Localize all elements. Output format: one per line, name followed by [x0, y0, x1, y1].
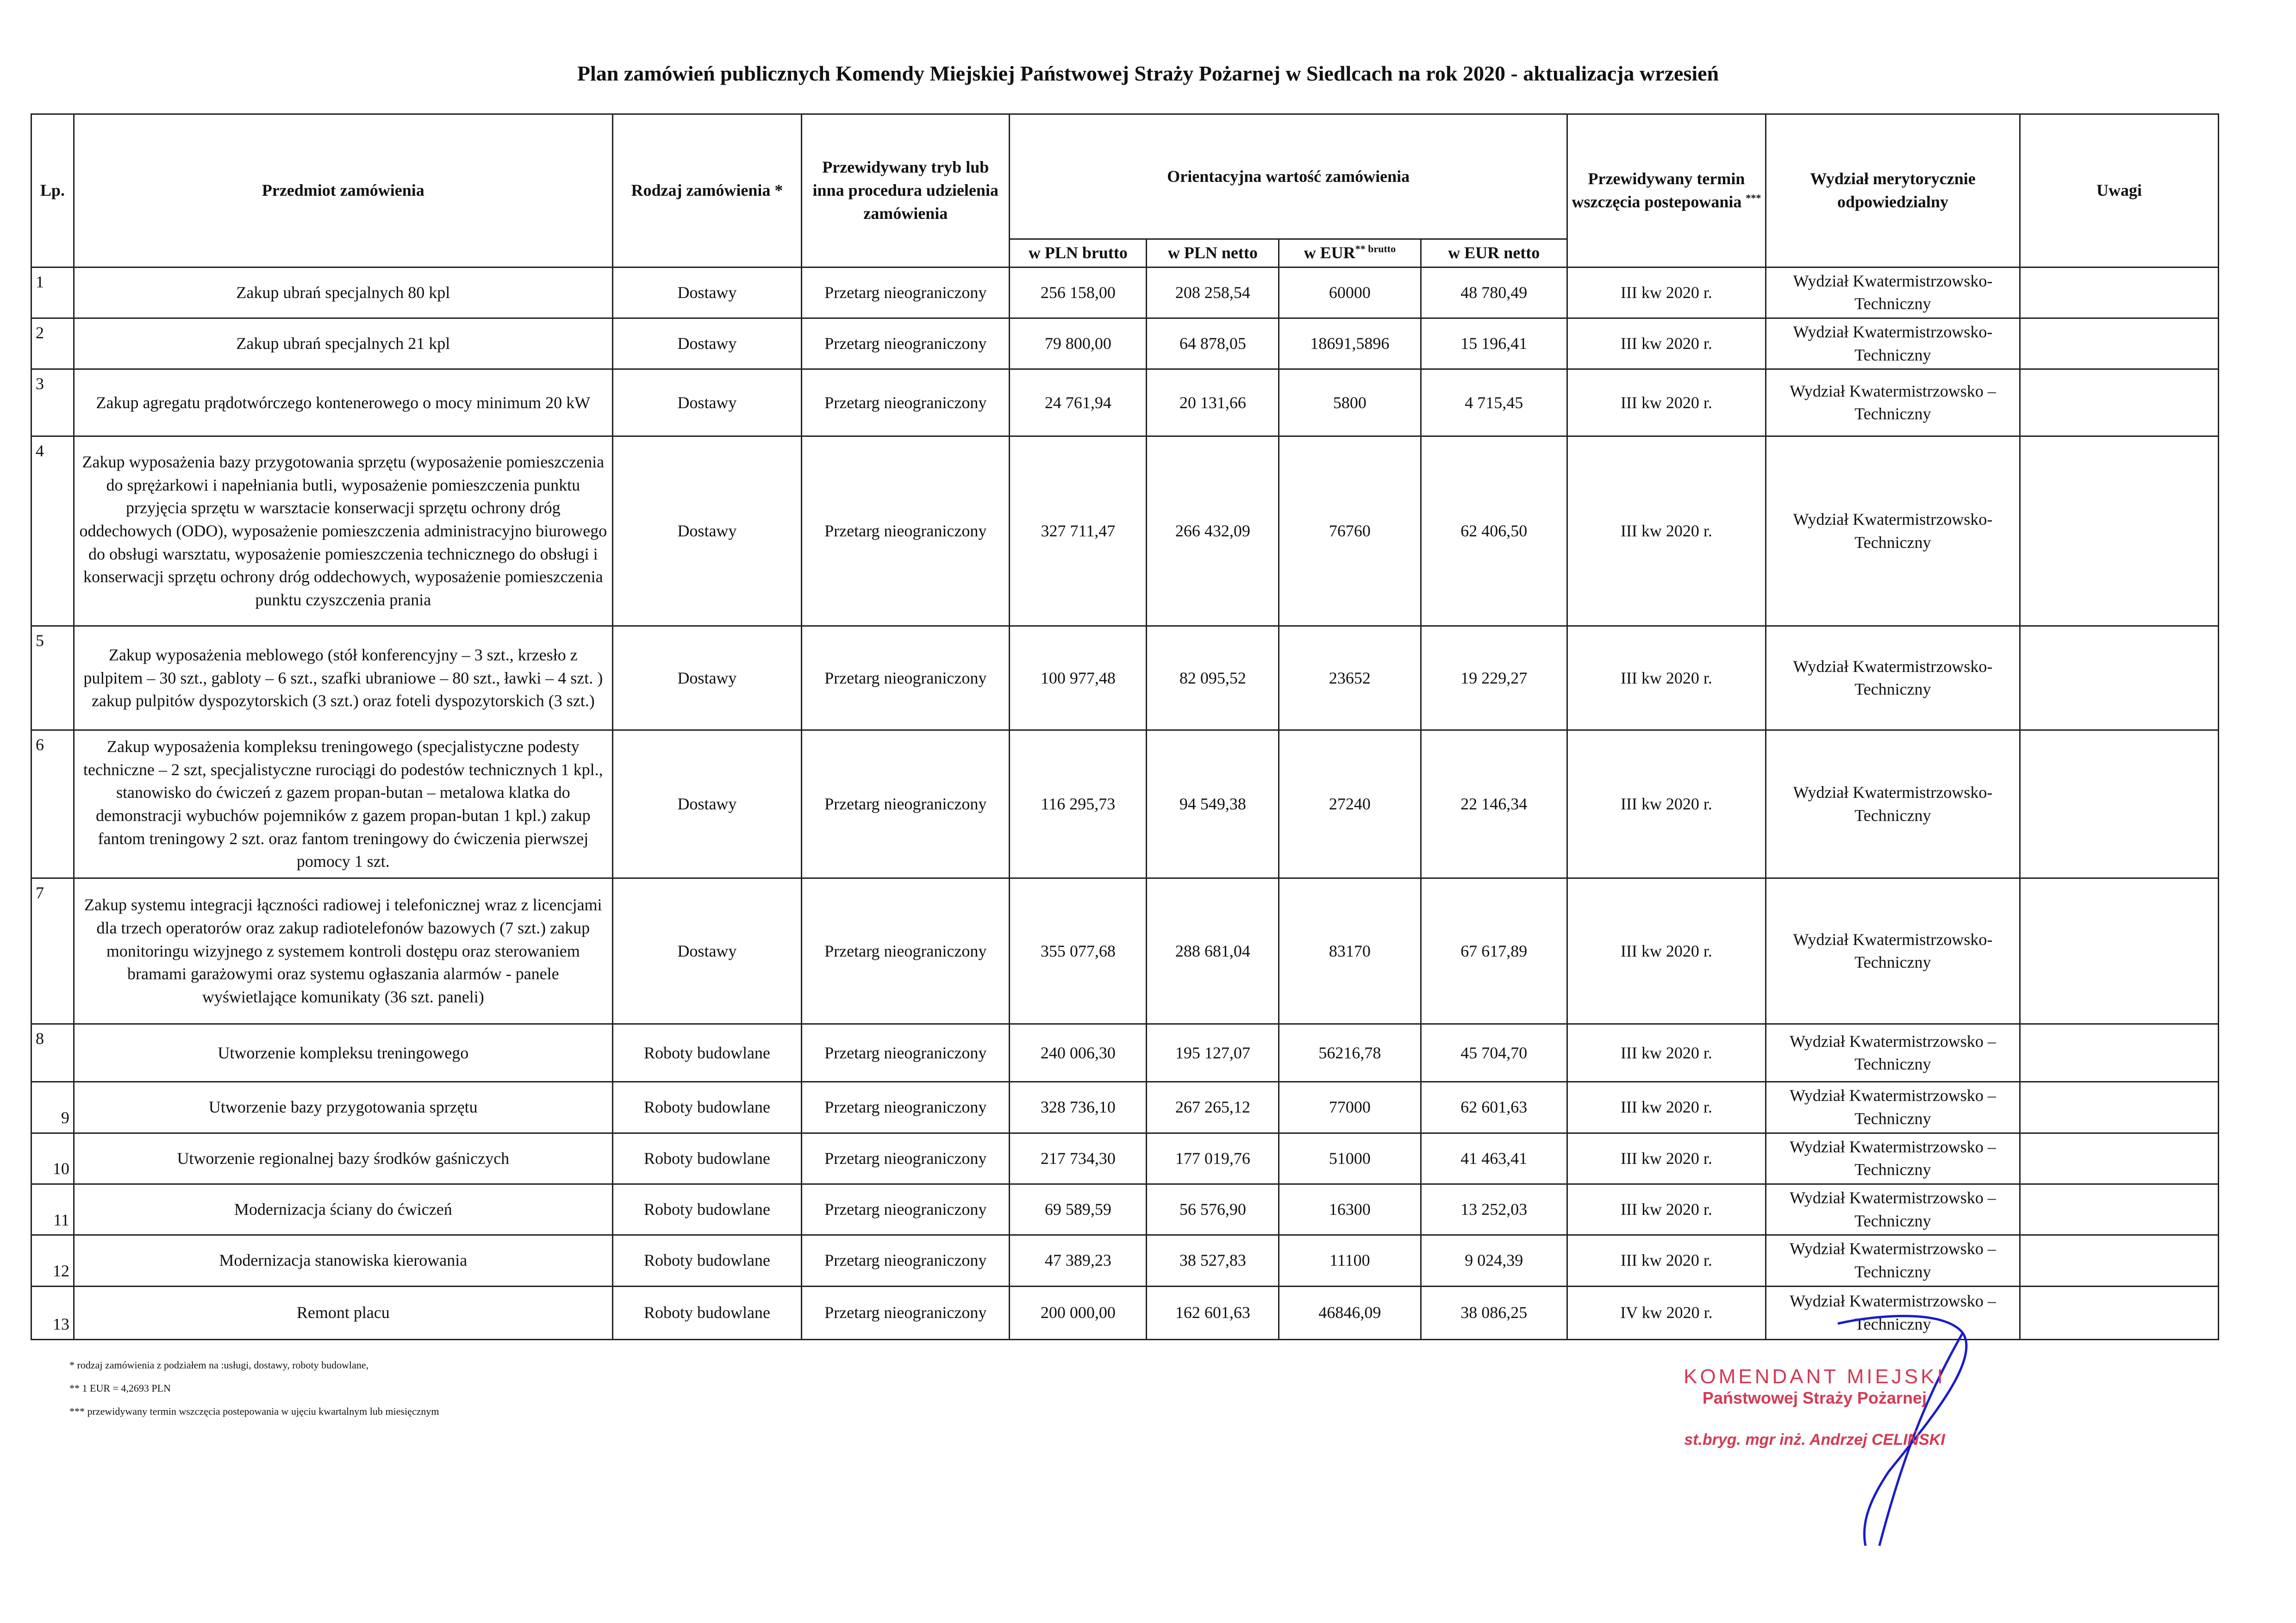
table-row	[31, 436, 2219, 626]
cell-pln-netto: 177 019,76	[1147, 1133, 1279, 1184]
cell-eur-brutto: 77000	[1279, 1082, 1421, 1133]
cell-notes	[2020, 436, 2219, 626]
cell-notes	[2020, 878, 2219, 1024]
cell-pln-brutto: 327 711,47	[1010, 436, 1147, 626]
cell-lp: 8	[31, 1024, 74, 1082]
cell-mode: Przetarg nieograniczony	[802, 1235, 1010, 1286]
cell-pln-netto: 267 265,12	[1147, 1082, 1279, 1133]
table-row	[31, 730, 2219, 878]
header-notes: Uwagi	[2020, 114, 2219, 267]
cell-dept: Wydział Kwatermistrzowsko-Techniczny	[1766, 318, 2020, 369]
cell-lp: 5	[31, 626, 74, 730]
footnote-3: *** przewidywany termin wszczęcia postepowania w ujęciu kwartalnym lub miesięcznym	[69, 1405, 439, 1417]
cell-eur-netto: 9 024,39	[1421, 1235, 1567, 1286]
stamp-line-3: st.bryg. mgr inż. Andrzej CELIŃSKI	[1684, 1431, 1945, 1449]
cell-notes	[2020, 318, 2219, 369]
cell-term: III kw 2020 r.	[1567, 1082, 1766, 1133]
cell-notes	[2020, 1286, 2219, 1339]
cell-pln-netto: 82 095,52	[1147, 626, 1279, 730]
cell-notes	[2020, 626, 2219, 730]
stamp-line-1: KOMENDANT MIEJSKI	[1684, 1365, 1946, 1388]
cell-mode: Przetarg nieograniczony	[802, 1286, 1010, 1339]
cell-subject: Zakup wyposażenia bazy przygotowania sprzętu (wyposażenie pomieszczenia do sprężarkowi i napełniania butli, wyposażenie pomieszczenia punktu przyjęcia sprzętu w warsztacie konserwacji sprzętu ochrony dróg oddechowych (ODO), wyposażenie pomieszczenia administracyjno biurowego do obsługi warsztatu, wyposażenie pomieszczenia technicznego do obsługi i konserwacji sprzętu ochrony dróg oddechowych, wyposażenie pomieszczenia punktu czyszczenia prania	[74, 436, 612, 626]
table-row	[31, 1235, 2219, 1286]
cell-notes	[2020, 1184, 2219, 1235]
cell-lp: 2	[31, 318, 74, 369]
cell-mode: Przetarg nieograniczony	[802, 369, 1010, 436]
cell-eur-brutto: 11100	[1279, 1235, 1421, 1286]
cell-term: III kw 2020 r.	[1567, 1184, 1766, 1235]
cell-term: III kw 2020 r.	[1567, 1235, 1766, 1286]
cell-kind: Roboty budowlane	[612, 1133, 801, 1184]
cell-term: III kw 2020 r.	[1567, 730, 1766, 878]
cell-eur-netto: 22 146,34	[1421, 730, 1567, 878]
cell-kind: Dostawy	[612, 878, 801, 1024]
table-row	[31, 626, 2219, 730]
cell-kind: Roboty budowlane	[612, 1024, 801, 1082]
cell-pln-brutto: 240 006,30	[1010, 1024, 1147, 1082]
cell-dept: Wydział Kwatermistrzowsko – Techniczny	[1766, 1082, 2020, 1133]
cell-lp: 6	[31, 730, 74, 878]
cell-lp: 3	[31, 369, 74, 436]
footnotes	[69, 1354, 439, 1423]
cell-dept: Wydział Kwatermistrzowsko-Techniczny	[1766, 267, 2020, 318]
cell-dept: Wydział Kwatermistrzowsko – Techniczny	[1766, 1024, 2020, 1082]
cell-mode: Przetarg nieograniczony	[802, 1184, 1010, 1235]
header-value: Orientacyjna wartość zamówienia	[1010, 114, 1567, 239]
cell-pln-brutto: 69 589,59	[1010, 1184, 1147, 1235]
cell-pln-brutto: 116 295,73	[1010, 730, 1147, 878]
cell-pln-netto: 288 681,04	[1147, 878, 1279, 1024]
cell-subject: Zakup wyposażenia meblowego (stół konferencyjny – 3 szt., krzesło z pulpitem – 30 szt., gabloty – 6 szt., szafki ubraniowe – 80 szt., ławki – 4 szt. ) zakup pulpitów dyspozytorskich (3 szt.) oraz foteli dyspozytorskich (3 szt.)	[74, 626, 612, 730]
cell-dept: Wydział Kwatermistrzowsko – Techniczny	[1766, 1235, 2020, 1286]
cell-subject: Zakup agregatu prądotwórczego kontenerowego o mocy minimum 20 kW	[74, 369, 612, 436]
cell-term: III kw 2020 r.	[1567, 1133, 1766, 1184]
cell-kind: Dostawy	[612, 318, 801, 369]
cell-mode: Przetarg nieograniczony	[802, 1133, 1010, 1184]
cell-notes	[2020, 1082, 2219, 1133]
cell-notes	[2020, 1235, 2219, 1286]
cell-subject: Remont placu	[74, 1286, 612, 1339]
cell-eur-netto: 4 715,45	[1421, 369, 1567, 436]
cell-dept: Wydział Kwatermistrzowsko-Techniczny	[1766, 730, 2020, 878]
cell-pln-brutto: 200 000,00	[1010, 1286, 1147, 1339]
header-mode: Przewidywany tryb lub inna procedura udzielenia zamówienia	[802, 114, 1010, 267]
header-dept: Wydział merytorycznie odpowiedzialny	[1766, 114, 2020, 267]
cell-eur-netto: 48 780,49	[1421, 267, 1567, 318]
header-subject: Przedmiot zamówienia	[74, 114, 612, 267]
cell-eur-brutto: 76760	[1279, 436, 1421, 626]
cell-lp: 7	[31, 878, 74, 1024]
table-row	[31, 1082, 2219, 1133]
table-row	[31, 1024, 2219, 1082]
header-kind: Rodzaj zamówienia *	[612, 114, 801, 267]
cell-pln-netto: 38 527,83	[1147, 1235, 1279, 1286]
cell-notes	[2020, 730, 2219, 878]
cell-eur-brutto: 60000	[1279, 267, 1421, 318]
cell-kind: Dostawy	[612, 369, 801, 436]
cell-pln-netto: 208 258,54	[1147, 267, 1279, 318]
cell-eur-netto: 45 704,70	[1421, 1024, 1567, 1082]
cell-dept: Wydział Kwatermistrzowsko – Techniczny	[1766, 1133, 2020, 1184]
table-row	[31, 369, 2219, 436]
cell-pln-netto: 266 432,09	[1147, 436, 1279, 626]
cell-notes	[2020, 369, 2219, 436]
cell-pln-brutto: 256 158,00	[1010, 267, 1147, 318]
cell-notes	[2020, 1133, 2219, 1184]
header-pln-netto: w PLN netto	[1147, 239, 1279, 267]
header-eur-netto: w EUR netto	[1421, 239, 1567, 267]
cell-eur-brutto: 83170	[1279, 878, 1421, 1024]
cell-kind: Dostawy	[612, 626, 801, 730]
cell-term: III kw 2020 r.	[1567, 267, 1766, 318]
cell-mode: Przetarg nieograniczony	[802, 267, 1010, 318]
cell-term: III kw 2020 r.	[1567, 369, 1766, 436]
cell-term: III kw 2020 r.	[1567, 436, 1766, 626]
cell-subject: Modernizacja ściany do ćwiczeń	[74, 1184, 612, 1235]
cell-lp: 4	[31, 436, 74, 626]
cell-subject: Zakup wyposażenia kompleksu treningowego (specjalistyczne podesty techniczne – 2 szt, specjalistyczne rurociągi do podestów technicznych 1 kpl., stanowisko do ćwiczeń z gazem propan-butan – metalowa klatka do demonstracji wybuchów pojemników z gazem propan-butan 1 kpl.) zakup fantom treningowy 2 szt. oraz fantom treningowy do ćwiczenia pierwszej pomocy 1 szt.	[74, 730, 612, 878]
cell-eur-netto: 15 196,41	[1421, 318, 1567, 369]
cell-kind: Roboty budowlane	[612, 1082, 801, 1133]
cell-pln-netto: 56 576,90	[1147, 1184, 1279, 1235]
cell-lp: 12	[31, 1235, 74, 1286]
cell-pln-netto: 195 127,07	[1147, 1024, 1279, 1082]
cell-pln-netto: 64 878,05	[1147, 318, 1279, 369]
cell-dept: Wydział Kwatermistrzowsko-Techniczny	[1766, 878, 2020, 1024]
cell-kind: Dostawy	[612, 730, 801, 878]
cell-notes	[2020, 1024, 2219, 1082]
stamp-line-2: Państwowej Straży Pożarnej	[1702, 1388, 1927, 1407]
cell-subject: Utworzenie kompleksu treningowego	[74, 1024, 612, 1082]
table-row	[31, 318, 2219, 369]
cell-pln-brutto: 47 389,23	[1010, 1235, 1147, 1286]
cell-dept: Wydział Kwatermistrzowsko-Techniczny	[1766, 436, 2020, 626]
cell-eur-brutto: 5800	[1279, 369, 1421, 436]
cell-mode: Przetarg nieograniczony	[802, 1082, 1010, 1133]
cell-eur-netto: 19 229,27	[1421, 626, 1567, 730]
table-row	[31, 1184, 2219, 1235]
table-row	[31, 267, 2219, 318]
cell-eur-netto: 62 601,63	[1421, 1082, 1567, 1133]
cell-eur-brutto: 51000	[1279, 1133, 1421, 1184]
cell-term: IV kw 2020 r.	[1567, 1286, 1766, 1339]
cell-mode: Przetarg nieograniczony	[802, 1024, 1010, 1082]
header-lp: Lp.	[31, 114, 74, 267]
cell-dept: Wydział Kwatermistrzowsko – Techniczny	[1766, 1286, 2020, 1339]
official-stamp	[1676, 1365, 1953, 1449]
cell-lp: 10	[31, 1133, 74, 1184]
header-term: Przewidywany termin wszczęcia postepowania ***	[1567, 114, 1766, 267]
document-title: Plan zamówień publicznych Komendy Miejskiej Państwowej Straży Pożarnej w Siedlcach na rok 2020 - aktualizacja wrzesień	[577, 62, 1719, 85]
cell-lp: 1	[31, 267, 74, 318]
cell-mode: Przetarg nieograniczony	[802, 318, 1010, 369]
cell-subject: Utworzenie bazy przygotowania sprzętu	[74, 1082, 612, 1133]
cell-lp: 13	[31, 1286, 74, 1339]
cell-dept: Wydział Kwatermistrzowsko – Techniczny	[1766, 369, 2020, 436]
cell-pln-brutto: 100 977,48	[1010, 626, 1147, 730]
cell-kind: Dostawy	[612, 436, 801, 626]
cell-eur-netto: 38 086,25	[1421, 1286, 1567, 1339]
cell-term: III kw 2020 r.	[1567, 1024, 1766, 1082]
cell-eur-brutto: 16300	[1279, 1184, 1421, 1235]
cell-mode: Przetarg nieograniczony	[802, 436, 1010, 626]
cell-subject: Zakup ubrań specjalnych 80 kpl	[74, 267, 612, 318]
cell-pln-brutto: 355 077,68	[1010, 878, 1147, 1024]
header-pln-brutto: w PLN brutto	[1010, 239, 1147, 267]
cell-notes	[2020, 267, 2219, 318]
cell-lp: 11	[31, 1184, 74, 1235]
cell-subject: Modernizacja stanowiska kierowania	[74, 1235, 612, 1286]
cell-eur-brutto: 18691,5896	[1279, 318, 1421, 369]
cell-mode: Przetarg nieograniczony	[802, 730, 1010, 878]
cell-eur-brutto: 23652	[1279, 626, 1421, 730]
cell-kind: Dostawy	[612, 267, 801, 318]
footnote-1: * rodzaj zamówienia z podziałem na :usługi, dostawy, roboty budowlane,	[69, 1359, 369, 1371]
cell-eur-brutto: 27240	[1279, 730, 1421, 878]
cell-term: III kw 2020 r.	[1567, 878, 1766, 1024]
cell-eur-netto: 62 406,50	[1421, 436, 1567, 626]
cell-pln-brutto: 328 736,10	[1010, 1082, 1147, 1133]
header-eur-brutto: w $EUR^{** brutto}$	[1279, 239, 1421, 267]
cell-mode: Przetarg nieograniczony	[802, 626, 1010, 730]
table-row	[31, 878, 2219, 1024]
cell-dept: Wydział Kwatermistrzowsko – Techniczny	[1766, 1184, 2020, 1235]
cell-pln-brutto: 217 734,30	[1010, 1133, 1147, 1184]
cell-pln-brutto: 24 761,94	[1010, 369, 1147, 436]
cell-dept: Wydział Kwatermistrzowsko-Techniczny	[1766, 626, 2020, 730]
cell-pln-brutto: 79 800,00	[1010, 318, 1147, 369]
cell-kind: Roboty budowlane	[612, 1286, 801, 1339]
cell-eur-netto: 13 252,03	[1421, 1184, 1567, 1235]
cell-pln-netto: 162 601,63	[1147, 1286, 1279, 1339]
procurement-table	[31, 113, 2219, 1340]
cell-kind: Roboty budowlane	[612, 1184, 801, 1235]
cell-eur-netto: 41 463,41	[1421, 1133, 1567, 1184]
cell-mode: Przetarg nieograniczony	[802, 878, 1010, 1024]
cell-pln-netto: 94 549,38	[1147, 730, 1279, 878]
table-row	[31, 1133, 2219, 1184]
cell-eur-brutto: 46846,09	[1279, 1286, 1421, 1339]
footnote-2: ** 1 EUR = 4,2693 PLN	[69, 1382, 171, 1394]
cell-term: III kw 2020 r.	[1567, 626, 1766, 730]
cell-kind: Roboty budowlane	[612, 1235, 801, 1286]
cell-pln-netto: 20 131,66	[1147, 369, 1279, 436]
cell-subject: Zakup systemu integracji łączności radiowej i telefonicznej wraz z licencjami dla trzech operatorów oraz zakup radiotelefonów bazowych (7 szt.) zakup monitoringu wizyjnego z systemem kontroli dostępu oraz sterowaniem bramami garażowymi oraz systemu ogłaszania alarmów - panele wyświetlające komunikaty (36 szt. paneli)	[74, 878, 612, 1024]
cell-eur-brutto: 56216,78	[1279, 1024, 1421, 1082]
cell-lp: 9	[31, 1082, 74, 1133]
cell-subject: Zakup ubrań specjalnych 21 kpl	[74, 318, 612, 369]
cell-term: III kw 2020 r.	[1567, 318, 1766, 369]
cell-eur-netto: 67 617,89	[1421, 878, 1567, 1024]
cell-subject: Utworzenie regionalnej bazy środków gaśniczych	[74, 1133, 612, 1184]
